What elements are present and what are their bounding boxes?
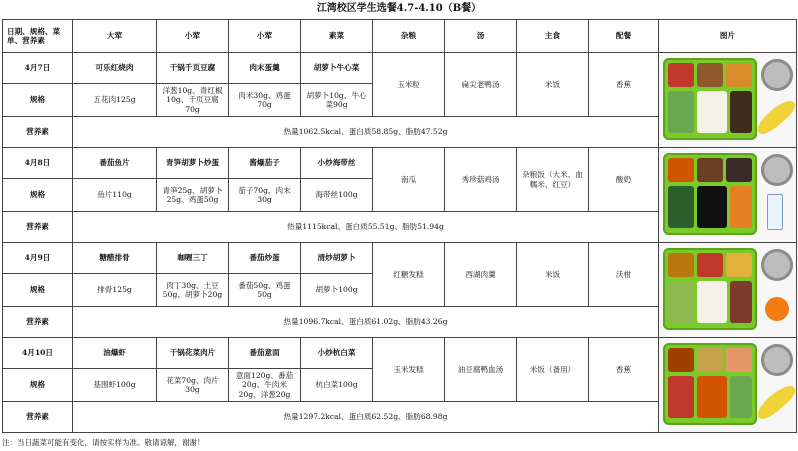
food-portion — [668, 158, 694, 182]
date-cell: 4月8日 — [3, 148, 73, 179]
food-portion — [730, 91, 752, 133]
staple-cell: 米饭 — [517, 243, 589, 307]
nutrition-label: 营养素 — [3, 402, 73, 433]
dish-cell: 青笋胡萝卜炒蛋 — [157, 148, 229, 179]
dish-cell: 番茄炒蛋 — [229, 243, 301, 274]
food-portion — [726, 158, 752, 182]
spec-cell: 肉丁30g、土豆50g、胡萝卜20g — [157, 274, 229, 307]
header-cell: 小荤 — [229, 20, 301, 53]
yogurt-image — [767, 194, 783, 230]
food-portion — [668, 186, 694, 228]
nutrition-label: 营养素 — [3, 212, 73, 243]
header-cell: 小荤 — [157, 20, 229, 53]
food-portion — [730, 376, 752, 418]
day-row — [3, 53, 797, 84]
page-title: 江湾校区学生选餐4.7-4.10（B餐） — [316, 3, 482, 14]
soup-cell: 扁尖老鸭汤 — [445, 53, 517, 117]
food-portion — [726, 253, 752, 277]
tray-image — [663, 153, 757, 235]
nutrition-label: 营养素 — [3, 117, 73, 148]
spec-cell: 花菜70g、肉片30g — [157, 369, 229, 402]
soup-cell: 西湖肉羹 — [445, 243, 517, 307]
food-portion — [697, 376, 727, 418]
dish-cell: 油爆虾 — [73, 338, 157, 369]
food-portion — [668, 91, 694, 133]
spec-cell: 基围虾100g — [73, 369, 157, 402]
spec-cell: 胡萝卜100g — [301, 274, 373, 307]
side-cell: 沃柑 — [589, 243, 659, 307]
meal-photo-cell — [659, 338, 797, 433]
date-cell: 4月10日 — [3, 338, 73, 369]
food-portion — [730, 186, 752, 228]
meal-tray-photo — [661, 245, 797, 335]
food-portion — [668, 348, 694, 372]
dish-cell: 酱爆茄子 — [229, 148, 301, 179]
spec-cell: 意面120g、番茄20g、牛肉米20g、洋葱20g — [229, 369, 301, 402]
spec-cell: 五花肉125g — [73, 84, 157, 117]
meal-photo-cell — [659, 243, 797, 338]
date-cell: 4月9日 — [3, 243, 73, 274]
spec-cell: 番茄50g、鸡蛋50g — [229, 274, 301, 307]
dish-cell: 番茄意面 — [229, 338, 301, 369]
side-cell: 香蕉 — [589, 338, 659, 402]
food-portion — [697, 253, 723, 277]
menu-table — [2, 19, 797, 433]
soup-bowl-image — [761, 344, 793, 376]
grain-cell: 南瓜 — [373, 148, 445, 212]
header-cell: 日期、规格、菜单、营养素 — [3, 20, 73, 53]
spec-cell: 茄子70g、肉末30g — [229, 179, 301, 212]
dish-cell: 可乐红烧肉 — [73, 53, 157, 84]
meal-photo-cell — [659, 148, 797, 243]
food-portion — [697, 348, 723, 372]
tray-image — [663, 248, 757, 330]
header-cell: 素菜 — [301, 20, 373, 53]
meal-tray-photo — [661, 340, 797, 430]
orange-image — [765, 297, 789, 321]
soup-bowl-image — [761, 59, 793, 91]
soup-bowl-image — [761, 154, 793, 186]
dish-cell: 干锅千页豆腐 — [157, 53, 229, 84]
food-portion — [726, 63, 752, 87]
date-cell: 4月7日 — [3, 53, 73, 84]
food-portion — [697, 158, 723, 182]
footnote: 注：当日蔬菜可能有变化，请按实样为准。敬请谅解，谢谢！ — [2, 438, 205, 447]
dish-cell: 肉末蛋羹 — [229, 53, 301, 84]
day-row — [3, 243, 797, 274]
nutrition-cell: 热量1096.7kcal、蛋白质61.02g、脂肪43.26g — [73, 307, 659, 338]
food-portion — [668, 253, 694, 277]
header-cell: 杂粮 — [373, 20, 445, 53]
food-portion — [668, 63, 694, 87]
staple-cell: 米饭 — [517, 53, 589, 117]
nutrition-cell: 热量1297.2kcal、蛋白质62.52g、脂肪68.98g — [73, 402, 659, 433]
dish-cell: 胡萝卜牛心菜 — [301, 53, 373, 84]
dish-cell: 番茄鱼片 — [73, 148, 157, 179]
food-portion — [668, 281, 694, 323]
food-portion — [697, 186, 727, 228]
side-cell: 香蕉 — [589, 53, 659, 117]
header-cell: 大荤 — [73, 20, 157, 53]
nutrition-label: 营养素 — [3, 307, 73, 338]
header-cell: 主食 — [517, 20, 589, 53]
spec-cell: 青笋25g、胡萝卜25g、鸡蛋50g — [157, 179, 229, 212]
tray-image — [663, 58, 757, 140]
spec-cell: 排骨125g — [73, 274, 157, 307]
food-portion — [730, 281, 752, 323]
meal-photo-cell — [659, 53, 797, 148]
dish-cell: 清炒胡萝卜 — [301, 243, 373, 274]
day-row — [3, 148, 797, 179]
grain-cell: 玉米粒 — [373, 53, 445, 117]
food-portion — [726, 348, 752, 372]
grain-cell: 红糖发糕 — [373, 243, 445, 307]
dish-cell: 小炒杭白菜 — [301, 338, 373, 369]
spec-label: 规格 — [3, 179, 73, 212]
food-portion — [697, 63, 723, 87]
nutrition-cell: 热量1115kcal、蛋白质55.51g、脂肪51.94g — [73, 212, 659, 243]
spec-label: 规格 — [3, 369, 73, 402]
nutrition-cell: 热量1062.5kcal、蛋白质58.85g、脂肪47.52g — [73, 117, 659, 148]
spec-cell: 胡萝卜10g、牛心菜90g — [301, 84, 373, 117]
spec-cell: 鱼片110g — [73, 179, 157, 212]
spec-cell: 杭白菜100g — [301, 369, 373, 402]
food-portion — [668, 376, 694, 418]
header-cell: 配餐 — [589, 20, 659, 53]
meal-tray-photo — [661, 55, 797, 145]
header-cell: 图片 — [659, 20, 797, 53]
soup-cell: 油豆腐鸭血汤 — [445, 338, 517, 402]
dish-cell: 干锅花菜肉片 — [157, 338, 229, 369]
dish-cell: 糖醋排骨 — [73, 243, 157, 274]
side-cell: 酸奶 — [589, 148, 659, 212]
tray-image — [663, 343, 757, 425]
soup-bowl-image — [761, 249, 793, 281]
spec-label: 规格 — [3, 274, 73, 307]
spec-cell: 洋葱10g、青红椒10g、千页豆腐70g — [157, 84, 229, 117]
spec-cell: 海带丝100g — [301, 179, 373, 212]
dish-cell: 咖喱三丁 — [157, 243, 229, 274]
food-portion — [697, 91, 727, 133]
header-cell: 汤 — [445, 20, 517, 53]
banana-image — [753, 96, 796, 138]
spec-label: 规格 — [3, 84, 73, 117]
meal-tray-photo — [661, 150, 797, 240]
spec-cell: 肉米30g、鸡蛋70g — [229, 84, 301, 117]
grain-cell: 玉米发糕 — [373, 338, 445, 402]
dish-cell: 小炒海带丝 — [301, 148, 373, 179]
header-row — [3, 20, 797, 53]
day-row — [3, 338, 797, 369]
staple-cell: 米饭（备用） — [517, 338, 589, 402]
staple-cell: 杂粮饭（大米、血糯米、红豆） — [517, 148, 589, 212]
food-portion — [697, 281, 727, 323]
banana-image — [753, 381, 796, 423]
soup-cell: 秀珍菇鸡汤 — [445, 148, 517, 212]
